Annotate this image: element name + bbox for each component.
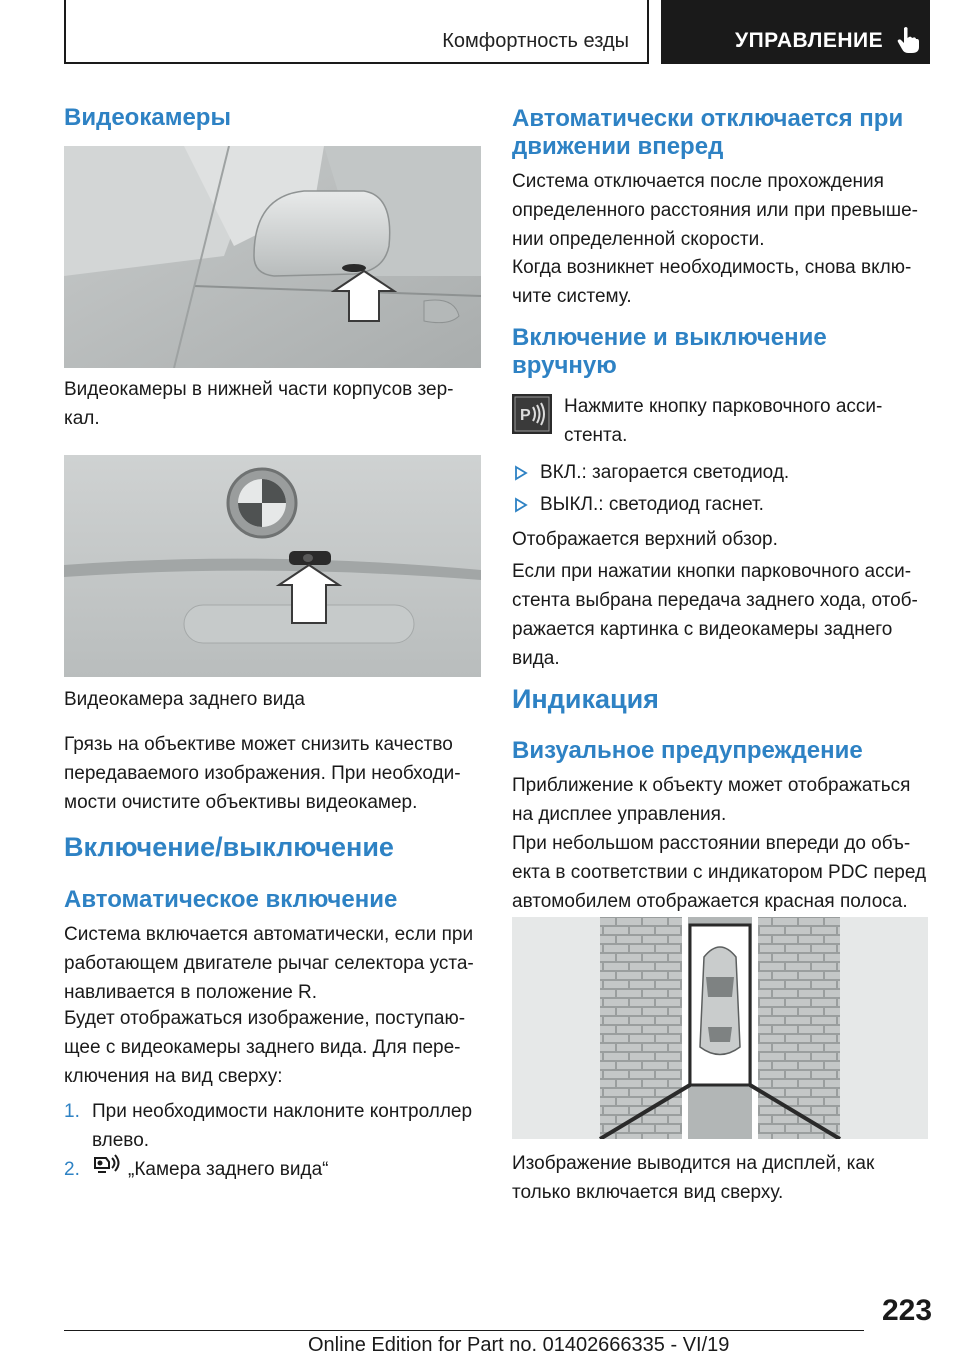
rear-camera-icon [92, 1152, 122, 1178]
need-line1: Когда возникнет необходимость, снова вклю- [512, 257, 912, 278]
auto-off-heading-line1: Автоматически отключается при [512, 105, 904, 132]
off-line1: Система отключается после прохождения [512, 171, 884, 192]
mirror-caption-line2: кал. [64, 408, 100, 429]
svg-text:P: P [520, 407, 531, 424]
header-section-title: Комфортность езды [442, 30, 629, 52]
show-line1: Будет отображаться изображение, поступаю- [64, 1008, 466, 1029]
dirt-line1: Грязь на объективе может снизить качество [64, 734, 453, 755]
small-distance-line3: автомобилем отображается красная полоса. [512, 891, 908, 912]
gear-line4: вида. [512, 648, 560, 669]
bullet-triangle-icon [514, 465, 528, 481]
auto-off-heading-line2: движении вперед [512, 133, 724, 160]
press-line1: Нажмите кнопку парковочного асси- [564, 396, 883, 417]
rear-camera-caption: Видеокамера заднего вида [64, 689, 305, 710]
show-line2: щее с видеокамеры заднего вида. Для пере- [64, 1037, 461, 1058]
dirt-line2: передаваемого изображения. При необходи- [64, 763, 461, 784]
top-view-text: Отображается верхний обзор. [512, 529, 778, 550]
bullet-on: ВКЛ.: загорается светодиод. [540, 462, 790, 483]
gear-line2: стента выбрана передача заднего хода, отоб- [512, 590, 918, 611]
small-distance-line2: екта в соответствии с индикатором PDC перед [512, 862, 927, 883]
dirt-line3: мости очистите объективы видеокамер. [64, 792, 418, 813]
bullet-off: ВЫКЛ.: светодиод гаснет. [540, 494, 764, 515]
approach-line1: Приближение к объекту может отображаться [512, 775, 911, 796]
step1-line2: влево. [92, 1130, 150, 1151]
off-line2: определенного расстояния или при превыше- [512, 200, 918, 221]
auto-on-line1: Система включается автоматически, если при [64, 924, 474, 945]
gear-line3: ражается картинка с видеокамеры заднего [512, 619, 893, 640]
header-chapter-box [661, 0, 930, 64]
cameras-heading: Видеокамеры [64, 104, 231, 131]
small-distance-line1: При небольшом расстоянии впереди до объ- [512, 833, 911, 854]
display-line2: только включается вид сверху. [512, 1182, 784, 1203]
header-chapter-title: УПРАВЛЕНИЕ [735, 29, 884, 52]
gear-line1: Если при нажатии кнопки парковочного асси- [512, 561, 912, 582]
manual-heading-line1: Включение и выключение [512, 324, 827, 351]
off-line3: нии определенной скорости. [512, 229, 765, 250]
footer-edition: Online Edition for Part no. 01402666335 - VI/19 [308, 1334, 730, 1356]
need-line2: чите систему. [512, 286, 632, 307]
show-line3: ключения на вид сверху: [64, 1066, 283, 1087]
press-line2: стента. [564, 425, 628, 446]
mirror-caption-line1: Видеокамеры в нижней части корпусов зер- [64, 379, 454, 400]
pointing-hand-icon [895, 26, 921, 54]
manual-heading-line2: вручную [512, 352, 617, 379]
auto-on-line2: работающем двигателе рычаг селектора уста- [64, 953, 474, 974]
top-view-display-image [512, 917, 928, 1139]
onoff-heading: Включение/выключение [64, 832, 394, 862]
step2-text: „Камера заднего вида“ [128, 1159, 329, 1180]
step2-number: 2. [64, 1159, 80, 1180]
footer-divider [64, 1330, 864, 1331]
visual-heading: Визуальное предупреждение [512, 737, 863, 764]
bullet-triangle-icon [514, 497, 528, 513]
auto-on-line3: навливается в положение R. [64, 982, 318, 1003]
indication-heading: Индикация [512, 684, 659, 714]
park-assist-button-icon [512, 394, 552, 434]
header-section-box [64, 0, 649, 64]
rear-camera-photo [64, 455, 481, 677]
step1-number: 1. [64, 1101, 80, 1122]
approach-line2: на дисплее управления. [512, 804, 727, 825]
page-number: 223 [882, 1294, 933, 1327]
step1-line1: При необходимости наклоните контроллер [92, 1101, 473, 1122]
display-line1: Изображение выводится на дисплей, как [512, 1153, 875, 1174]
mirror-camera-photo [64, 146, 481, 368]
auto-on-heading: Автоматическое включение [64, 886, 398, 913]
